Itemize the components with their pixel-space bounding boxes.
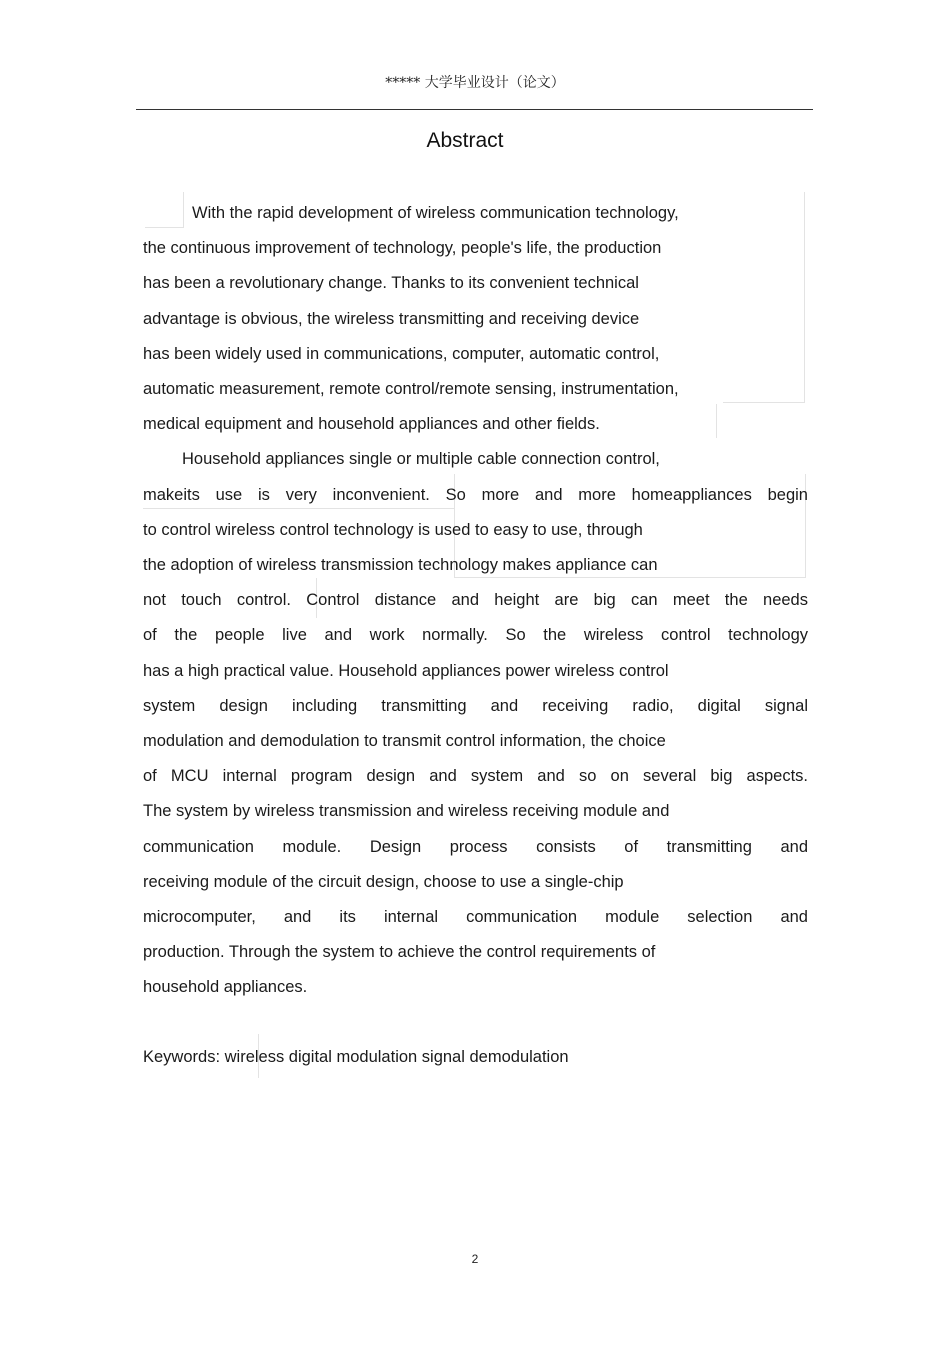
body-line: automatic measurement, remote control/remote sensing, instrumentation, <box>143 380 679 398</box>
body-line: microcomputer, and its internal communication module selection and <box>143 908 808 926</box>
body-line: With the rapid development of wireless communication technology, <box>192 204 679 222</box>
body-line: communication module. Design process consists of transmitting and <box>143 837 808 856</box>
body-line: of MCU internal program design and system and so on several big aspects. <box>143 767 808 786</box>
body-line: the adoption of wireless transmission technology makes appliance can <box>143 556 658 574</box>
page-header: ***** 大学毕业设计（论文） <box>385 75 565 91</box>
scan-frame-artifact <box>145 192 184 228</box>
body-line: has a high practical value. Household appliances power wireless control <box>143 661 669 680</box>
body-line: has been widely used in communications, computer, automatic control, <box>143 344 660 363</box>
body-line: production. Through the system to achieve the control requirements of <box>143 943 656 962</box>
body-line: makeits use is very inconvenient. So more and more homeappliances begin <box>143 485 808 504</box>
body-line: receiving module of the circuit design, choose to use a single-chip <box>143 872 624 891</box>
scan-frame-artifact <box>716 404 718 438</box>
body-line: of the people live and work normally. So the wireless control technology <box>143 626 808 645</box>
body-line: advantage is obvious, the wireless transmitting and receiving device <box>143 309 640 328</box>
body-line: has been a revolutionary change. Thanks to its convenient technical <box>143 274 639 293</box>
body-line: medical equipment and household appliances and other fields. <box>143 415 600 434</box>
body-line: system design including transmitting and receiving radio, digital signal <box>143 696 808 715</box>
body-line: not touch control. Control distance and height are big can meet the needs <box>143 591 808 610</box>
page-title: Abstract <box>426 129 504 152</box>
header-rule <box>136 109 813 110</box>
page-number: 2 <box>471 1252 479 1266</box>
keywords-line: Keywords: wireless digital modulation signal demodulation <box>143 1048 569 1066</box>
scan-frame-artifact <box>143 508 454 510</box>
body-line: the continuous improvement of technology, people's life, the production <box>143 239 662 258</box>
body-line: Household appliances single or multiple cable connection control, <box>182 450 660 469</box>
body-line: to control wireless control technology is used to easy to use, through <box>143 520 643 539</box>
body-line: The system by wireless transmission and wireless receiving module and <box>143 802 670 821</box>
body-line: modulation and demodulation to transmit control information, the choice <box>143 732 666 750</box>
body-line: household appliances. <box>143 978 308 997</box>
scan-frame-artifact <box>723 192 805 403</box>
